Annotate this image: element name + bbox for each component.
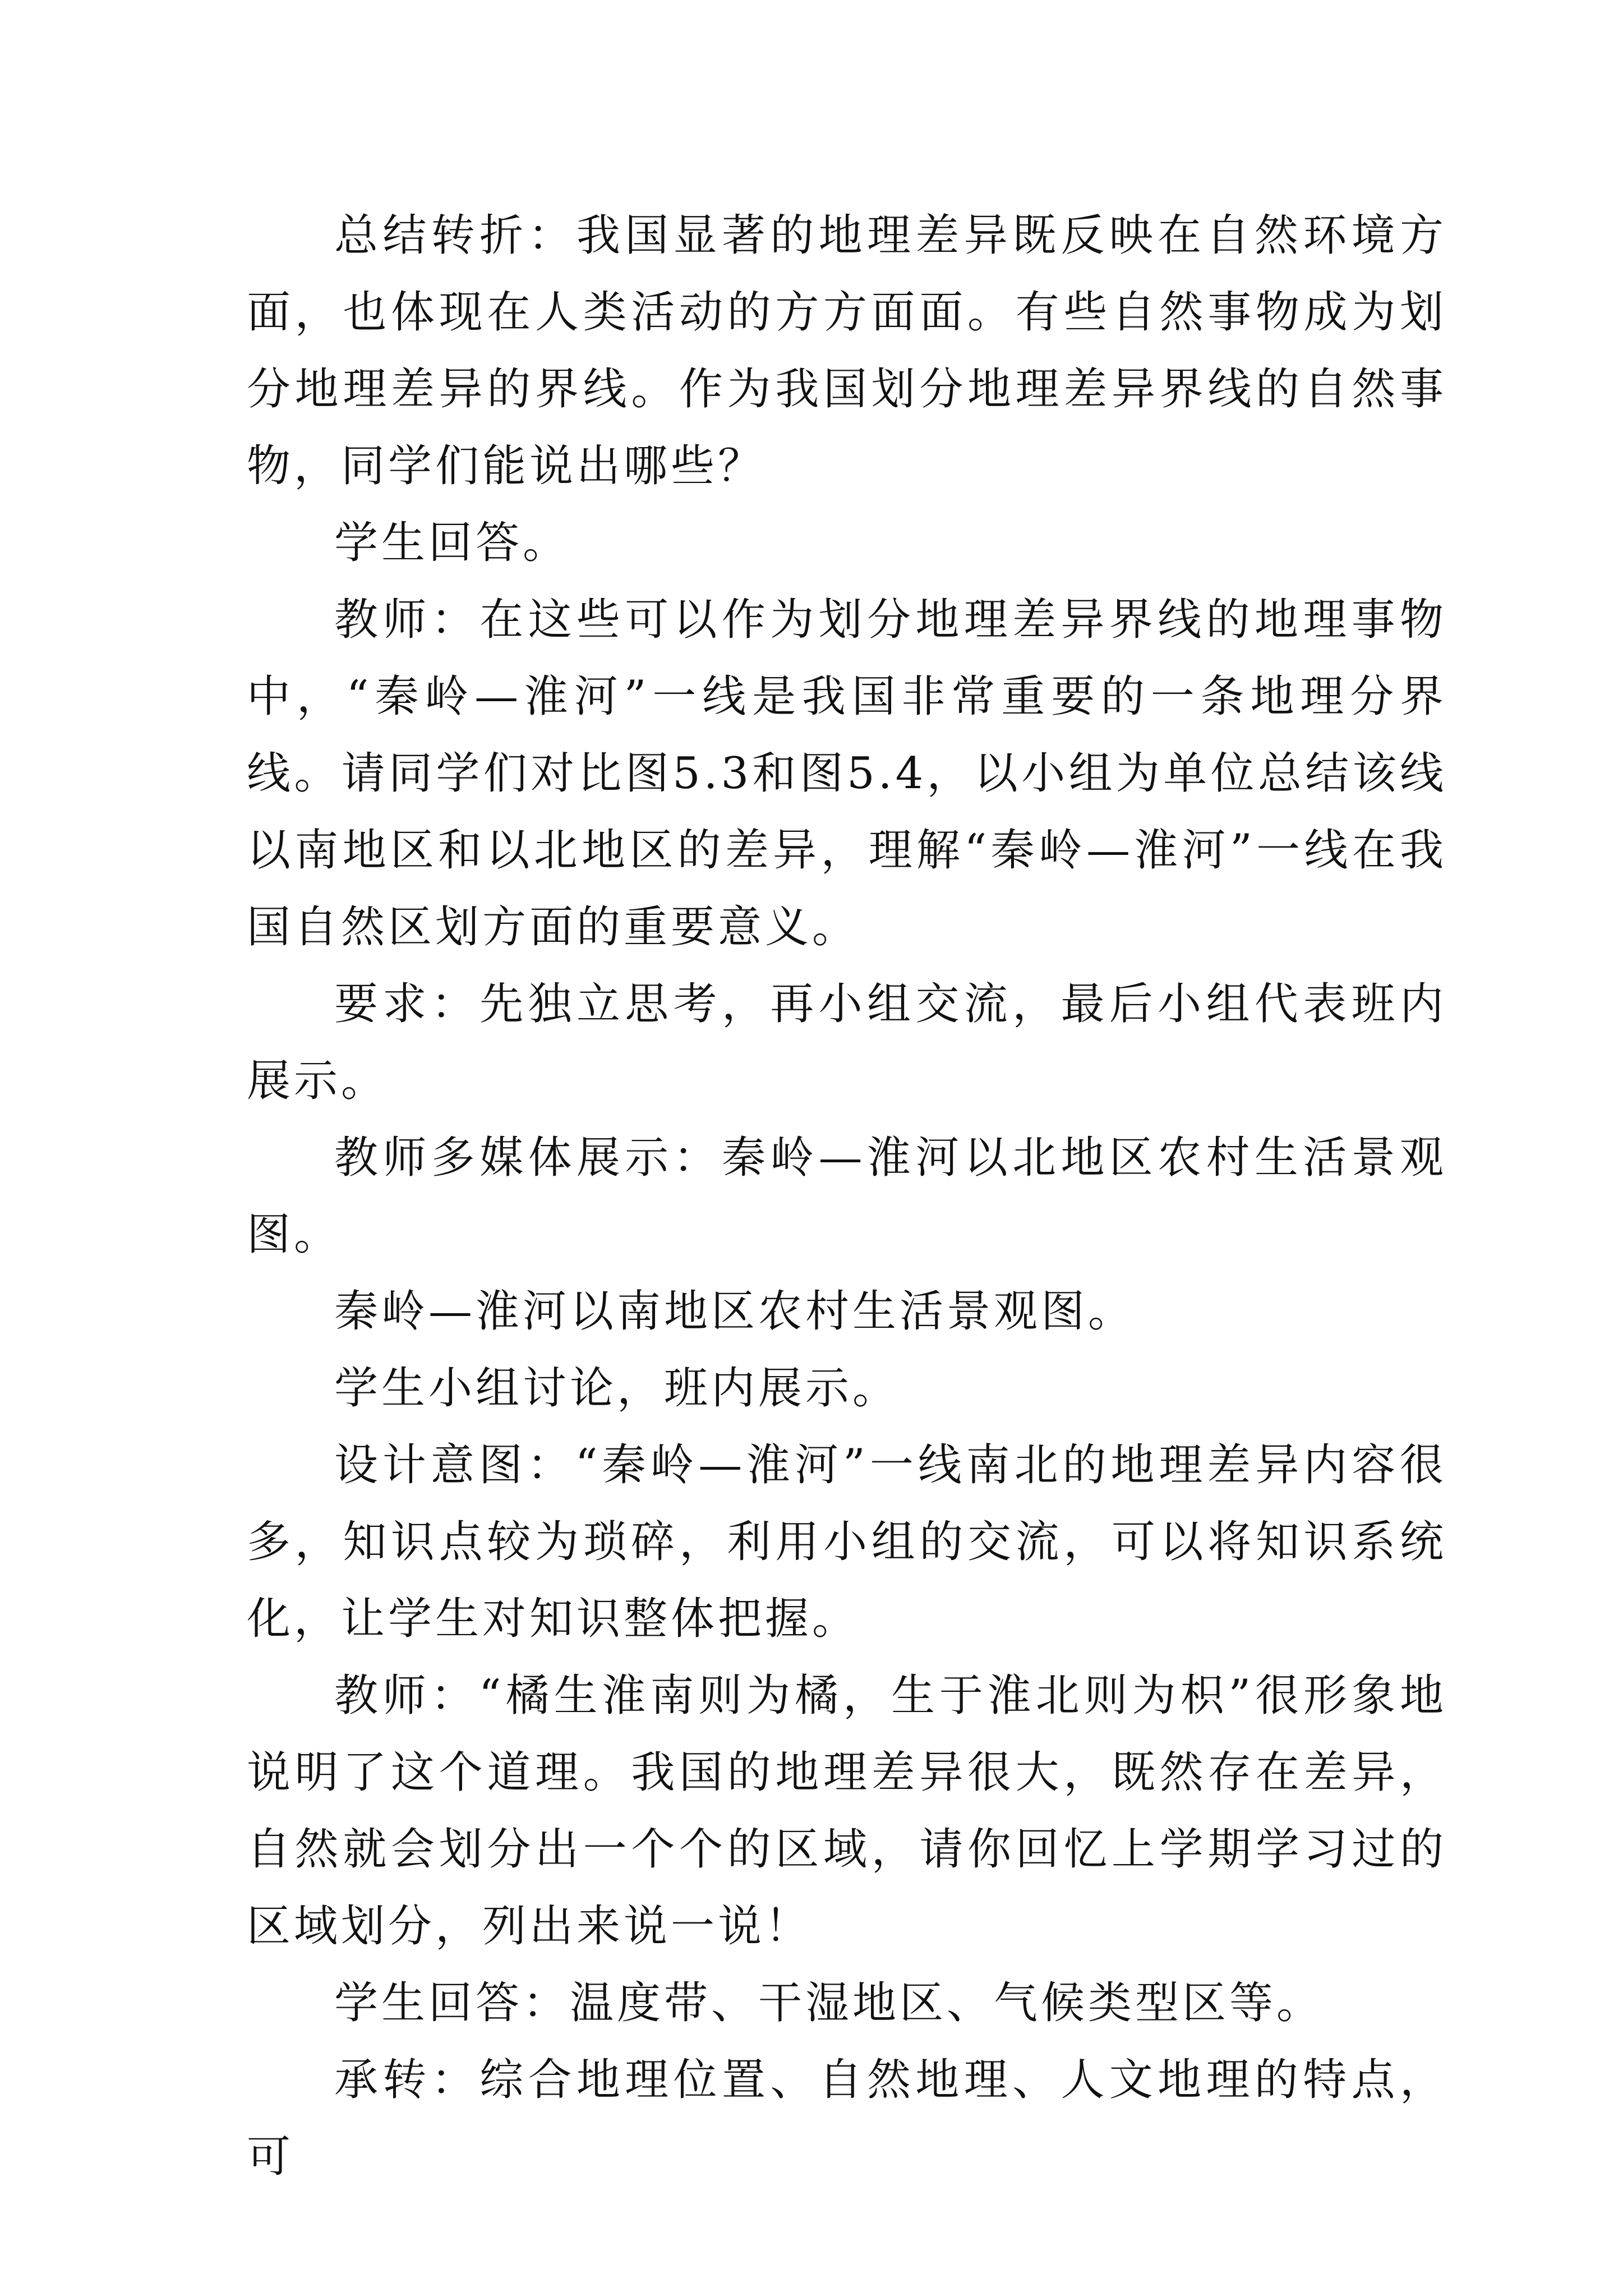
paragraph-teacher-qinling-huaihe: 教师：在这些可以作为划分地理差异界线的地理事物中，“秦岭—淮河”一线是我国非常重要的一条地理分界线。请同学们对比图5.3和图5.4，以小组为单位总结该线以南地区和以北地区的差异，理解“秦岭—淮河”一线在我国自然区划方面的重要意义。 [247,595,1447,953]
paragraph-student-answer-2: 学生回答：温度带、干湿地区、气候类型区等。 [334,1978,1324,2028]
paragraph-student-answer-1: 学生回答。 [334,518,570,568]
paragraph-group-discussion: 学生小组讨论，班内展示。 [334,1363,900,1414]
paragraph-multimedia-north: 教师多媒体展示：秦岭—淮河以北地区农村生活景观图。 [247,1133,1447,1260]
document-body [247,197,1447,2196]
paragraph-design-intent: 设计意图：“秦岭—淮河”一线南北的地理差异内容很多，知识点较为琐碎，利用小组的交流，可以将知识系统化，让学生对知识整体把握。 [247,1440,1447,1644]
paragraph-requirement: 要求：先独立思考，再小组交流，最后小组代表班内展示。 [247,979,1447,1106]
paragraph-multimedia-south: 秦岭—淮河以南地区农村生活景观图。 [334,1286,1136,1337]
paragraph-summary-transition: 总结转折：我国显著的地理差异既反映在自然环境方面，也体现在人类活动的方方面面。有些自然事物成为划分地理差异的界线。作为我国划分地理差异界线的自然事物，同学们能说出哪些？ [247,210,1447,491]
paragraph-transition: 承转：综合地理位置、自然地理、人文地理的特点，可 [247,2055,1447,2182]
paragraph-teacher-orange: 教师：“橘生淮南则为橘，生于淮北则为枳”很形象地说明了这个道理。我国的地理差异很大，既然存在差异，自然就会划分出一个个的区域，请你回忆上学期学习过的区域划分，列出来说一说！ [247,1671,1447,1952]
